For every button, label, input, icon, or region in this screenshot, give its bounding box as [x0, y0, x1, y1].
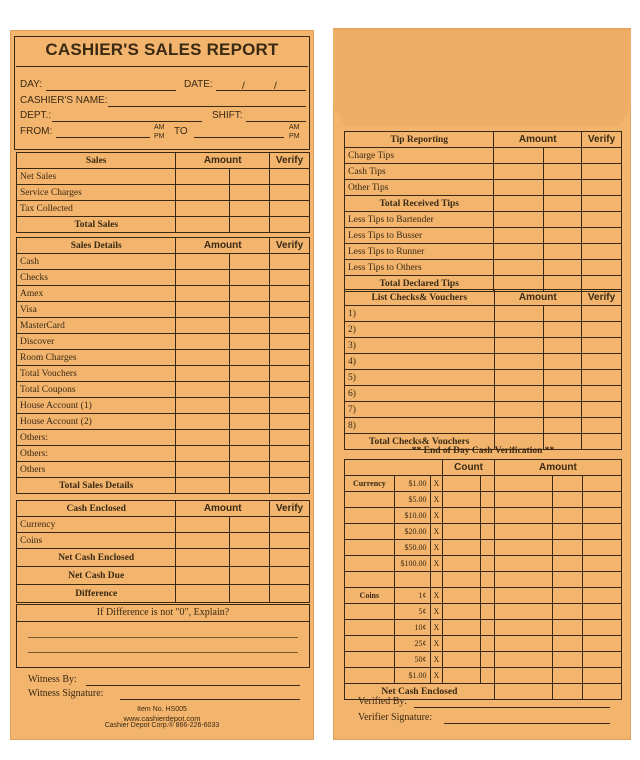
count-cell[interactable] [443, 636, 481, 652]
count-header: Count [443, 460, 494, 476]
cash-row-label: Currency [17, 517, 176, 533]
verify-cell[interactable] [582, 402, 622, 418]
total-sales-details-label: Total Sales Details [17, 478, 176, 494]
dept-label: DEPT.: [20, 110, 52, 121]
checks-amount-header: Amount [494, 290, 582, 306]
sales-verify-header: Verify [270, 153, 310, 169]
verify-cell[interactable] [270, 217, 310, 233]
amount-cell[interactable] [494, 260, 544, 276]
witness-signature-label: Witness Signature: [28, 688, 104, 699]
coins-label: Coins [345, 588, 395, 604]
details-amount-header: Amount [176, 238, 270, 254]
amount-cell[interactable] [176, 350, 230, 366]
denomination: $1.00 [394, 668, 430, 684]
verify-cell[interactable] [582, 244, 622, 260]
verify-cell[interactable] [582, 370, 622, 386]
verify-cell[interactable] [270, 270, 310, 286]
amount-cell[interactable] [494, 636, 553, 652]
amount-cell[interactable] [494, 306, 544, 322]
verify-cell[interactable] [270, 398, 310, 414]
times-sign: X [430, 492, 443, 508]
amount-cell[interactable] [176, 533, 230, 549]
verify-cell[interactable] [270, 549, 310, 567]
verify-cell[interactable] [270, 462, 310, 478]
count-cell[interactable] [443, 668, 481, 684]
to-pm: PM [289, 133, 300, 140]
times-sign: X [430, 508, 443, 524]
amount-cell[interactable] [494, 148, 544, 164]
denomination: $10.00 [394, 508, 430, 524]
amount-cell[interactable] [176, 217, 230, 233]
amount-cell[interactable] [176, 549, 230, 567]
amount-cell[interactable] [494, 322, 544, 338]
verified-by-label: Verified By: [358, 696, 408, 707]
amount-cell[interactable] [494, 386, 544, 402]
tips-row-label: Less Tips to Busser [345, 228, 494, 244]
verify-cell[interactable] [582, 180, 622, 196]
verify-cell[interactable] [270, 585, 310, 603]
from-am: AM [154, 124, 165, 131]
verify-cell[interactable] [270, 334, 310, 350]
verify-cell[interactable] [270, 318, 310, 334]
amount-cell[interactable] [176, 382, 230, 398]
from-field[interactable] [56, 137, 150, 138]
details-row-label: Room Charges [17, 350, 176, 366]
from-pm: PM [154, 133, 165, 140]
footer-company: Cashier Depot Corp.® 866-226-6033 [104, 722, 220, 729]
count-cell[interactable] [443, 492, 481, 508]
amount-cell[interactable] [176, 517, 230, 533]
to-field[interactable] [194, 137, 284, 138]
tip-reporting-header: Tip Reporting [345, 132, 494, 148]
tips-row-label: Cash Tips [345, 164, 494, 180]
day-label: DAY: [20, 79, 43, 90]
count-cell[interactable] [443, 476, 481, 492]
shift-field[interactable] [246, 121, 306, 122]
sales-amount-header: Amount [176, 153, 270, 169]
amount-cell[interactable] [176, 169, 230, 185]
details-row-label: Checks [17, 270, 176, 286]
check-row-label: 3) [345, 338, 495, 354]
amount-cell[interactable] [494, 652, 553, 668]
to-label: TO [174, 126, 188, 137]
verifier-signature-field[interactable] [444, 723, 610, 724]
tips-verify-header: Verify [582, 132, 622, 148]
amount-cell[interactable] [176, 254, 230, 270]
check-row-label: 2) [345, 322, 495, 338]
amount-cell[interactable] [176, 302, 230, 318]
sales-row-label: Net Sales [17, 169, 176, 185]
verify-cell[interactable] [270, 254, 310, 270]
tips-row-label: Less Tips to Bartender [345, 212, 494, 228]
amount-cell[interactable] [494, 492, 553, 508]
amount-cell[interactable] [176, 318, 230, 334]
count-cell[interactable] [443, 588, 481, 604]
details-row-label: Others [17, 462, 176, 478]
verify-cell[interactable] [270, 201, 310, 217]
details-row-label: MasterCard [17, 318, 176, 334]
sales-details-table [16, 237, 310, 494]
times-sign: X [430, 588, 443, 604]
verify-cell[interactable] [582, 148, 622, 164]
amount-cell[interactable] [176, 398, 230, 414]
amount-cell[interactable] [494, 540, 553, 556]
denomination: $1.00 [394, 476, 430, 492]
amount-cell[interactable] [176, 201, 230, 217]
verify-cell[interactable] [270, 169, 310, 185]
denomination: $50.00 [394, 540, 430, 556]
verify-cell[interactable] [582, 212, 622, 228]
denomination: $5.00 [394, 492, 430, 508]
verify-cell[interactable] [582, 196, 622, 212]
amount-cell[interactable] [494, 370, 544, 386]
verify-cell[interactable] [270, 185, 310, 201]
from-label: FROM: [20, 126, 53, 137]
times-sign: X [430, 476, 443, 492]
cash-amount-header: Amount [176, 501, 270, 517]
to-am: AM [289, 124, 300, 131]
times-sign: X [430, 524, 443, 540]
dept-field[interactable] [52, 121, 202, 122]
verify-cell[interactable] [270, 567, 310, 585]
explain-label: If Difference is not "0", Explain? [96, 607, 230, 618]
verify-cell[interactable] [270, 478, 310, 494]
witness-by-label: Witness By: [28, 674, 77, 685]
check-row-label: 7) [345, 402, 495, 418]
verify-cell[interactable] [270, 446, 310, 462]
amount-cell[interactable] [176, 585, 230, 603]
count-cell[interactable] [443, 556, 481, 572]
details-row-label: House Account (1) [17, 398, 176, 414]
checks-header: List Checks& Vouchers [345, 290, 495, 306]
footer-item-no: Item No. HS005 [137, 706, 187, 713]
details-row-label: Total Vouchers [17, 366, 176, 382]
total-sales-label: Total Sales [17, 217, 176, 233]
amount-cell[interactable] [176, 430, 230, 446]
details-verify-header: Verify [270, 238, 310, 254]
denomination: 5¢ [394, 604, 430, 620]
tips-row-label: Other Tips [345, 180, 494, 196]
sales-table [16, 152, 310, 233]
check-row-label: 8) [345, 418, 495, 434]
verify-cell[interactable] [270, 533, 310, 549]
times-sign: X [430, 620, 443, 636]
cash-verification-table [344, 459, 622, 700]
verify-cell[interactable] [582, 338, 622, 354]
total-received-tips-label: Total Received Tips [345, 196, 494, 212]
amount-cell[interactable] [494, 604, 553, 620]
count-cell[interactable] [443, 540, 481, 556]
cash-enclosed-header: Cash Enclosed [17, 501, 176, 517]
times-sign: X [430, 652, 443, 668]
witness-signature-field[interactable] [120, 699, 300, 700]
end-of-day-header: ** End of Day Cash Verification ** [411, 446, 555, 456]
amount-cell[interactable] [176, 286, 230, 302]
amount-cell[interactable] [176, 567, 230, 585]
cashier-name-field[interactable] [108, 106, 306, 107]
eod-net-cash-enclosed-label: Net Cash Enclosed [345, 684, 495, 700]
amount-cell[interactable] [494, 402, 544, 418]
amount-cell[interactable] [494, 228, 544, 244]
denomination: $100.00 [394, 556, 430, 572]
verify-cell[interactable] [582, 354, 622, 370]
count-cell[interactable] [443, 620, 481, 636]
details-row-label: Discover [17, 334, 176, 350]
form-title: CASHIER'S SALES REPORT [45, 40, 279, 59]
amount-cell[interactable] [494, 668, 553, 684]
tip-reporting-table [344, 131, 622, 292]
footer-website: www.cashierdepot.com [123, 714, 201, 723]
verify-cell[interactable] [270, 350, 310, 366]
date-sep-1: / [242, 81, 245, 92]
times-sign: X [430, 604, 443, 620]
amount-cell[interactable] [494, 524, 553, 540]
tips-row-label: Less Tips to Others [345, 260, 494, 276]
amount-cell[interactable] [494, 620, 553, 636]
shift-label: SHIFT: [212, 110, 243, 121]
amount-cell[interactable] [176, 366, 230, 382]
verify-cell[interactable] [582, 228, 622, 244]
denomination: 1¢ [394, 588, 430, 604]
denomination: 10¢ [394, 620, 430, 636]
count-cell[interactable] [443, 604, 481, 620]
verify-cell[interactable] [582, 306, 622, 322]
check-row-label: 1) [345, 306, 495, 322]
check-row-label: 5) [345, 370, 495, 386]
verify-cell[interactable] [582, 322, 622, 338]
tips-row-label: Charge Tips [345, 148, 494, 164]
verify-cell[interactable] [582, 386, 622, 402]
net-cash-due-label: Net Cash Due [17, 567, 176, 585]
checks-vouchers-table [344, 289, 622, 450]
amount-cell[interactable] [176, 270, 230, 286]
check-row-label: 4) [345, 354, 495, 370]
details-row-label: House Account (2) [17, 414, 176, 430]
amount-cell[interactable] [494, 180, 544, 196]
amount-cell[interactable] [494, 212, 544, 228]
amount-cell[interactable] [176, 414, 230, 430]
denomination: 25¢ [394, 636, 430, 652]
currency-label: Currency [345, 476, 395, 492]
verify-cell[interactable] [270, 430, 310, 446]
details-row-label: Others: [17, 430, 176, 446]
amount-cell[interactable] [494, 556, 553, 572]
witness-by-field[interactable] [86, 685, 300, 686]
denomination: 50¢ [394, 652, 430, 668]
amount-cell[interactable] [494, 418, 544, 434]
difference-label: Difference [17, 585, 176, 603]
verifier-signature-label: Verifier Signature: [358, 712, 433, 723]
amount-cell[interactable] [494, 338, 544, 354]
verify-cell[interactable] [270, 382, 310, 398]
sales-details-header: Sales Details [17, 238, 176, 254]
cash-verify-header: Verify [270, 501, 310, 517]
verify-cell[interactable] [270, 414, 310, 430]
sales-row-label: Service Charges [17, 185, 176, 201]
eod-amount-header: Amount [494, 460, 621, 476]
cash-row-label: Coins [17, 533, 176, 549]
cash-enclosed-table [16, 500, 310, 603]
count-cell[interactable] [443, 508, 481, 524]
tips-amount-header: Amount [494, 132, 582, 148]
amount-cell[interactable] [494, 354, 544, 370]
amount-cell[interactable] [494, 684, 553, 700]
date-label: DATE: [184, 79, 213, 90]
amount-cell[interactable] [176, 462, 230, 478]
verify-cell[interactable] [270, 366, 310, 382]
details-row-label: Others: [17, 446, 176, 462]
checks-verify-header: Verify [582, 290, 622, 306]
amount-cell[interactable] [176, 478, 230, 494]
amount-cell[interactable] [494, 244, 544, 260]
count-cell[interactable] [443, 524, 481, 540]
details-row-label: Amex [17, 286, 176, 302]
cashier-name-label: CASHIER'S NAME: [20, 95, 108, 106]
verify-cell[interactable] [582, 164, 622, 180]
tips-row-label: Less Tips to Runner [345, 244, 494, 260]
day-field[interactable] [46, 90, 176, 91]
envelope-flap [333, 28, 631, 126]
total-declared-tips-label: Total Declared Tips [345, 276, 494, 292]
count-cell[interactable] [443, 652, 481, 668]
amount-cell[interactable] [176, 446, 230, 462]
times-sign: X [430, 556, 443, 572]
sales-row-label: Tax Collected [17, 201, 176, 217]
net-cash-enclosed-label: Net Cash Enclosed [17, 549, 176, 567]
amount-cell[interactable] [494, 196, 544, 212]
details-row-label: Cash [17, 254, 176, 270]
details-row-label: Visa [17, 302, 176, 318]
times-sign: X [430, 636, 443, 652]
date-field[interactable] [216, 90, 306, 91]
details-row-label: Total Coupons [17, 382, 176, 398]
total-checks-label: Total Checks& Vouchers [345, 434, 495, 450]
times-sign: X [430, 540, 443, 556]
check-row-label: 6) [345, 386, 495, 402]
verify-cell[interactable] [270, 517, 310, 533]
verified-by-field[interactable] [414, 707, 610, 708]
verify-cell[interactable] [270, 302, 310, 318]
amount-cell[interactable] [494, 476, 553, 492]
verify-cell[interactable] [582, 260, 622, 276]
verify-cell[interactable] [582, 418, 622, 434]
amount-cell[interactable] [176, 334, 230, 350]
times-sign: X [430, 668, 443, 684]
verify-cell[interactable] [270, 286, 310, 302]
amount-cell[interactable] [494, 164, 544, 180]
amount-cell[interactable] [494, 508, 553, 524]
date-sep-2: / [274, 81, 277, 92]
amount-cell[interactable] [494, 588, 553, 604]
amount-cell[interactable] [176, 185, 230, 201]
denomination: $20.00 [394, 524, 430, 540]
sales-header: Sales [17, 153, 176, 169]
